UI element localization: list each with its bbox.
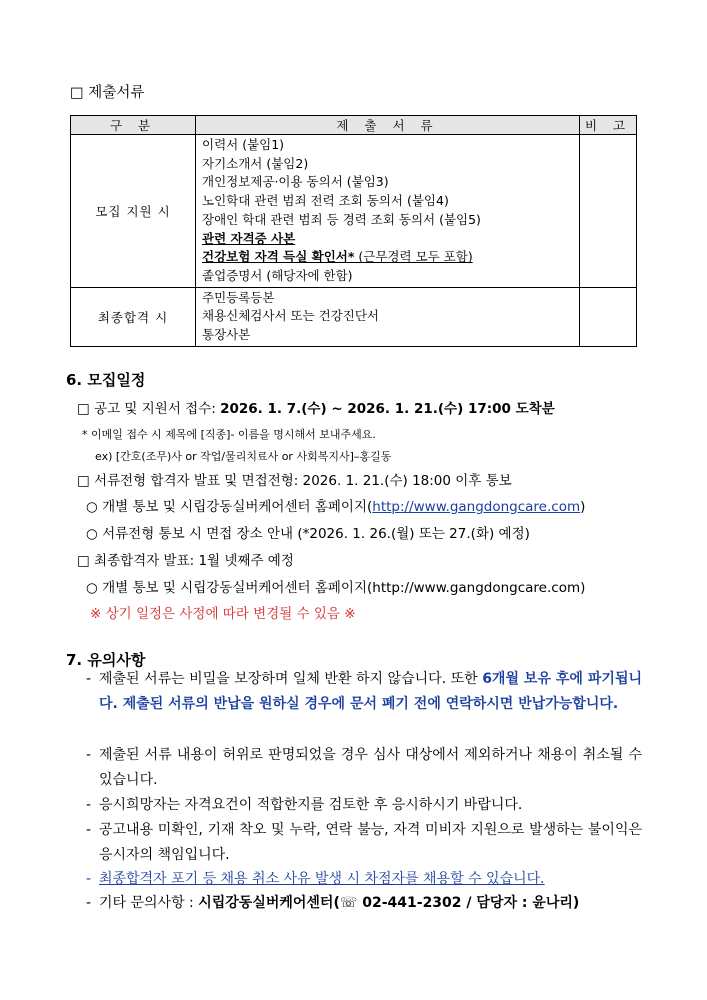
list-item: 자기소개서 (붙임2) xyxy=(202,155,309,171)
final-announce: □ 최종합격자 발표: 1월 넷째주 예정 xyxy=(77,553,294,569)
list-item: 개인정보제공·이용 동의서 (붙임3) xyxy=(202,174,389,190)
email-example: ex) [간호(조무)사 or 작업/물리치료사 or 사회복지사]–홍길동 xyxy=(95,450,392,463)
row-category-apply: 모집 지원 시 xyxy=(71,135,196,288)
header-documents: 제 출 서 류 xyxy=(196,116,580,135)
notes-heading: 7. 유의사항 xyxy=(66,651,146,669)
note-item: - 응시희망자는 자격요건이 적합한지를 검토한 후 응시하시기 바랍니다. xyxy=(86,797,523,813)
email-note: * 이메일 접수 시 제목에 [직종]- 이름을 명시해서 보내주세요. xyxy=(82,428,376,441)
schedule-heading: 6. 모집일정 xyxy=(66,371,146,389)
list-item-certificate: 관련 자격증 사본 xyxy=(202,230,296,246)
note-item: - 제출된 서류는 비밀을 보장하며 일체 반환 하지 않습니다. 또한 6개월 보유 후에 파기됩니다. 제출된 서류의 반납을 원하실 경우에 문서 폐기 전에 연락하시면 반납가능합니다. xyxy=(86,671,642,712)
notify-line-2: ○ 개별 통보 및 시립강동실버케어센터 홈페이지(http://www.gangdongcare.com) xyxy=(86,580,586,596)
schedule-change-note: ※ 상기 일정은 사정에 따라 변경될 수 있음 ※ xyxy=(90,606,356,622)
row-note-apply xyxy=(580,135,637,288)
list-item: 장애인 학대 관련 범죄 등 경력 조회 동의서 (붙임5) xyxy=(202,211,481,227)
table-row xyxy=(71,287,637,346)
note-item: - 제출된 서류 내용이 허위로 판명되었을 경우 심사 대상에서 제외하거나 채용이 취소될 수 있습니다. xyxy=(86,747,642,788)
doc-result-notice: □ 서류전형 합격자 발표 및 면접전형: 2026. 1. 21.(수) 18:00 이후 통보 xyxy=(77,473,512,489)
docs-section-heading: □ 제출서류 xyxy=(70,85,145,101)
list-item: 이력서 (붙임1) xyxy=(202,137,285,152)
note-item-replacement: - 최종합격자 포기 등 채용 취소 사유 발생 시 차점자를 채용할 수 있습니다. xyxy=(86,871,545,887)
table-row xyxy=(71,135,637,288)
list-item: 노인학대 관련 범죄 전력 조회 동의서 (붙임4) xyxy=(202,193,449,209)
row-docs-final xyxy=(196,287,580,346)
list-item: 주민등록등본 xyxy=(202,289,275,305)
homepage-link[interactable]: http://www.gangdongcare.com xyxy=(372,499,581,515)
list-item-insurance: 건강보험 자격 득실 확인서* (근무경력 모두 포함) xyxy=(202,249,473,265)
note-item: - 공고내용 미확인, 기재 착오 및 누락, 연락 불능, 자격 미비자 지원으로 발생하는 불이익은 응시자의 책임입니다. xyxy=(86,822,642,863)
list-item: 졸업증명서 (해당자에 한함) xyxy=(202,267,353,283)
note-item-contact: - 기타 문의사항 : 시립강동실버케어센터(☏ 02-441-2302 / 담당자 : 윤나리) xyxy=(86,895,580,911)
notify-line-1: ○ 개별 통보 및 시립강동실버케어센터 홈페이지(http://www.gangdongcare.com) xyxy=(86,499,586,515)
row-docs-apply xyxy=(196,135,580,288)
row-note-final xyxy=(580,287,637,346)
table-header-row xyxy=(71,116,637,135)
interview-info: ○ 서류전형 통보 시 면접 장소 안내 (*2026. 1. 26.(월) 또는 27.(화) 예정) xyxy=(86,526,530,542)
notice-period: □ 공고 및 지원서 접수: 2026. 1. 7.(수) ~ 2026. 1. 21.(수) 17:00 도착분 xyxy=(77,401,555,417)
list-item: 통장사본 xyxy=(202,327,251,343)
header-notes: 비 고 xyxy=(580,116,637,135)
row-category-final: 최종합격 시 xyxy=(71,287,196,346)
submission-docs-table xyxy=(70,115,637,347)
header-category: 구 분 xyxy=(71,116,196,135)
list-item: 채용신체검사서 또는 건강진단서 xyxy=(202,308,379,324)
